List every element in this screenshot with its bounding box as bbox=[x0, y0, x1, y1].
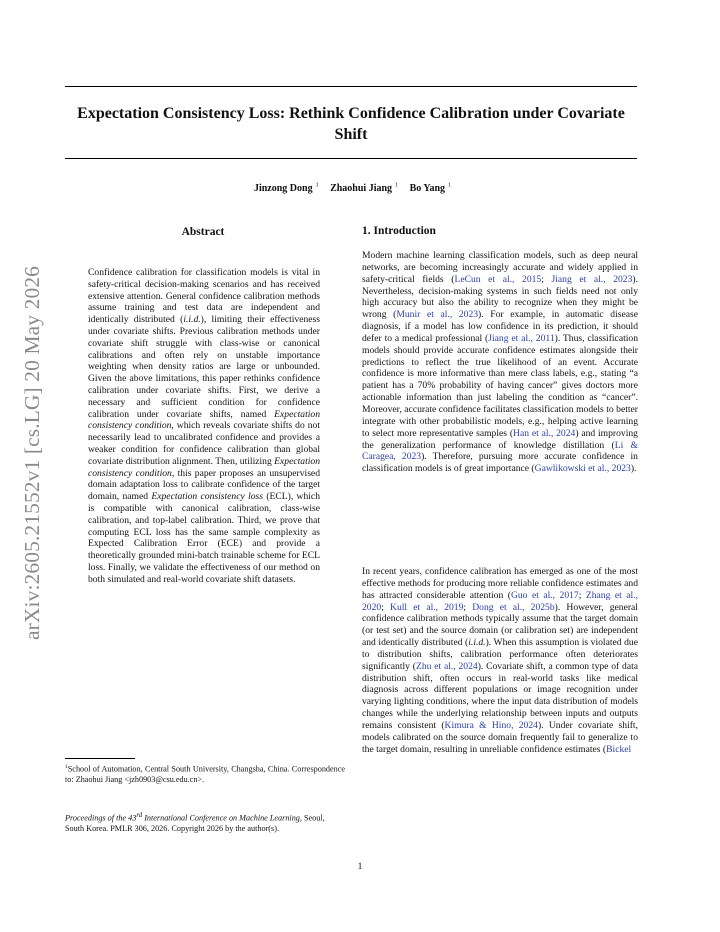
citation-link[interactable]: Munir et al., 2023 bbox=[396, 309, 479, 321]
affiliation-footnote: $^1$School of Automation, Central South University, Changsha, China. Correspondence to: Zhaohui Jiang <jzh0903@csu.edu.cn>. bbox=[65, 764, 345, 784]
affiliation-mark: 1 bbox=[315, 183, 319, 189]
citation-link[interactable]: Jiang et al., 2023 bbox=[551, 273, 633, 285]
introduction-heading: 1. Introduction bbox=[362, 225, 436, 237]
title-top-rule bbox=[65, 86, 637, 87]
citation-link[interactable]: Zhang et al., 2020 bbox=[362, 589, 638, 613]
citation-link[interactable]: Zhu et al., 2024 bbox=[415, 660, 478, 672]
proceedings-note: Proceedings of the 43rd International Conference on Machine Learning, Seoul, South Korea. PMLR 306, 2026. Copyright 2026 by the author(s). bbox=[65, 812, 325, 833]
abstract-heading: Abstract bbox=[181, 226, 225, 238]
page-number: 1 bbox=[357, 862, 363, 872]
paper-title: Expectation Consistency Loss: Rethink Confidence Calibration under Covariate Shift bbox=[77, 105, 625, 143]
author bbox=[251, 183, 319, 194]
citation-link[interactable]: Guo et al., 2017 bbox=[510, 589, 579, 601]
author bbox=[327, 183, 398, 194]
author bbox=[407, 183, 451, 194]
author-list bbox=[65, 183, 637, 194]
author-name: Jinzong Dong bbox=[253, 183, 313, 195]
citation-link[interactable]: Jiang et al., 2011 bbox=[488, 332, 555, 344]
citation-link[interactable]: Gawlikowski et al., 2023 bbox=[534, 463, 631, 475]
introduction-paragraph: In recent years, confidence calibration has emerged as one of the most effective methods for producing more reliable confidence estimates and has attracted considerable attention (Guo et al., 2017; Zhang et al., 2020; Kull et al., 2019; Dong et al., 2025b). However, general confidence calibration methods typically assume that the target domain (or test set) and the source domain (or calibration set) are independent and identically distributed (i.i.d.). When this assumption is violated due to distribution shifts, calibration performance often deteriorates significantly (Zhu et al., 2024). Covariate shift, a common type of data distribution shift, often occurs in real-world tasks like medical diagnosis across different populations or image recognition under varying lighting conditions, where the input data distribution of models changes while the underlying relationship between inputs and outputs remains consistent (Kimura & Hino, 2024). Under covariate shift, models calibrated on the source domain frequently fail to generalize to the target domain, resulting in unreliable confidence estimates (Bickel bbox=[362, 566, 639, 755]
citation-link[interactable]: Li & Caragea, 2023 bbox=[362, 439, 638, 463]
citation-link[interactable]: Han et al., 2024 bbox=[513, 427, 576, 439]
citation-link[interactable]: Kull et al., 2019 bbox=[390, 601, 464, 613]
title-bottom-rule bbox=[65, 158, 637, 159]
affiliation-mark: 1 bbox=[448, 183, 452, 189]
footnote-rule bbox=[65, 758, 135, 759]
citation-link[interactable]: Kimura & Hino, 2024 bbox=[444, 719, 538, 731]
author-name: Bo Yang bbox=[409, 183, 446, 195]
abstract-body: Confidence calibration for classification models is vital in safety-critical decision-making scenarios and has received extensive attention. General confidence calibration methods assume training and test data are independent and identically distributed (i.i.d.), limiting their effectiveness under covariate shifts. Previous calibration methods under covariate shift struggle with class-wise or canonical calibrations and often rely on unstable importance weighting when density ratios are large or unbounded. Given the above limitations, this paper rethinks confidence calibration under covariate shifts. First, we derive a necessary and sufficient condition for confidence calibration under covariate shifts, named Expectation consistency condition, which reveals covariate shifts do not necessarily lead to uncalibrated confidence and provides a weaker condition for confidence calibration than global covariate distribution alignment. Then, utilizing Expectation consistency condition, this paper proposes an unsupervised domain adaptation loss to calibrate confidence of the target domain, named Expectation consistency loss (ECL), which is compatible with canonical calibration, class-wise calibration, and top-label calibration. Third, we prove that computing ECL loss has the same sample complexity as Expected Calibration Error (ECE) and provide a theoretically grounded mini-batch trainable scheme for ECL loss. Finally, we validate the effectiveness of our method on both simulated and real-world covariate shift datasets. bbox=[88, 267, 320, 585]
arxiv-identifier-stamp: arXiv:2605.21552v1 [cs.LG] 20 May 2026 bbox=[20, 265, 44, 640]
author-name: Zhaohui Jiang bbox=[330, 183, 393, 195]
introduction-paragraph: Modern machine learning classification models, such as deep neural networks, are becoming increasingly accurate and widely applied in safety-critical fields (LeCun et al., 2015; Jiang et al., 2023). Nevertheless, decision-making systems in such fields need not only high accuracy but also the ability to recognize when they might be wrong (Munir et al., 2023). For example, in automatic disease diagnosis, if a model has low confidence in its prediction, it should defer to a medical professional (Jiang et al., 2011). Thus, classification models should provide accurate confidence estimates alongside their predictions to reflect the true likelihood of an event. Accurate confidence is more informative than mere class labels, e.g., stating “a patient has a 70% probability of having cancer” gives doctors more actionable information than just labeling the condition as “cancer”. Moreover, accurate confidence facilitates classification models to better integrate with other probabilistic models, e.g., helping active learning to select more representative samples (Han et al., 2024) and improving the generalization performance of knowledge distillation (Li & Caragea, 2023). Therefore, pursuing more accurate confidence in classification models is of great importance (Gawlikowski et al., 2023). bbox=[362, 250, 638, 475]
citation-link[interactable]: Dong et al., 2025b bbox=[472, 601, 555, 613]
citation-link[interactable]: LeCun et al., 2015 bbox=[454, 273, 542, 285]
citation-link[interactable]: Bickel bbox=[606, 743, 632, 755]
affiliation-mark: 1 bbox=[395, 183, 399, 189]
